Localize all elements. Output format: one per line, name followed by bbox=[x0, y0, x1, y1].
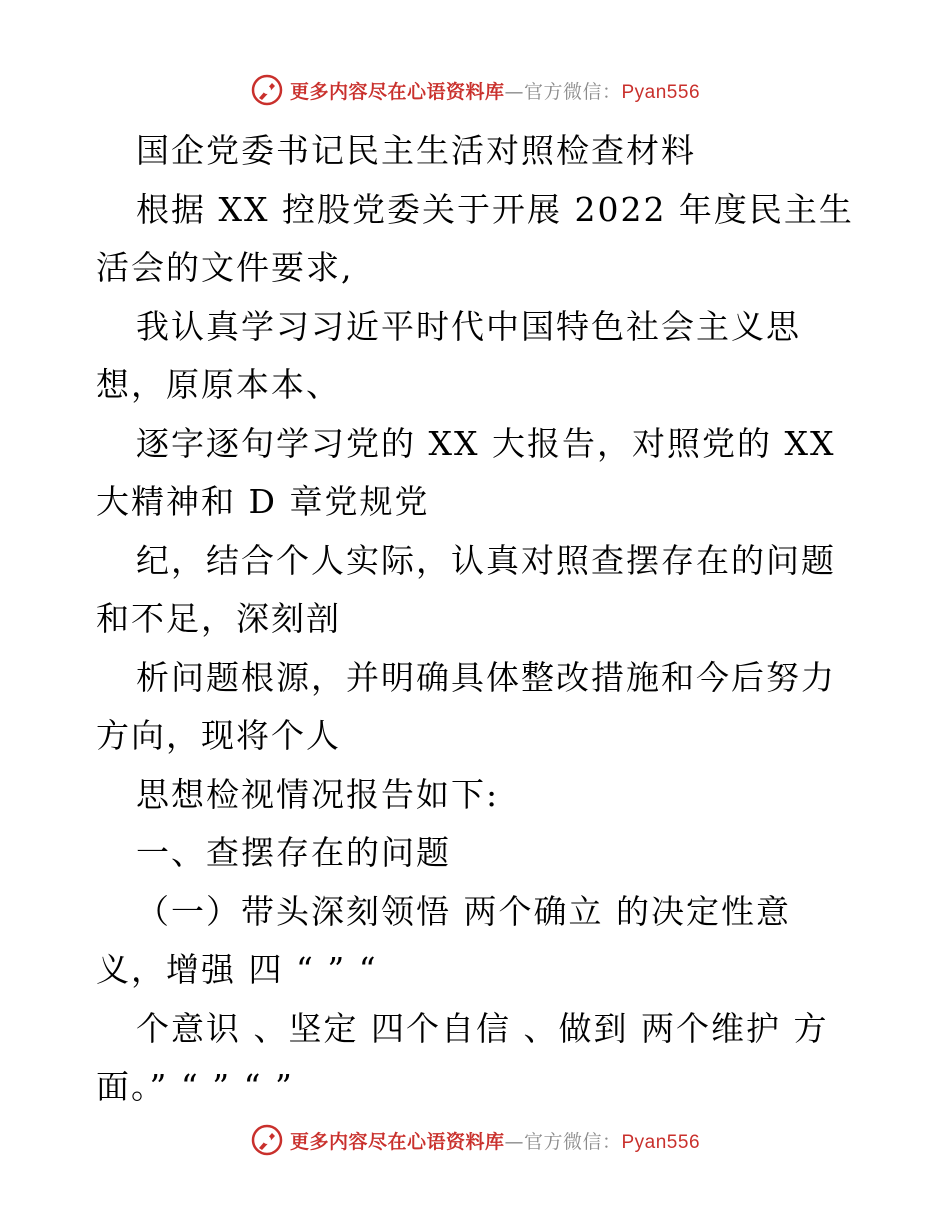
document-body bbox=[96, 122, 856, 1117]
watermark-wechat-label: 官方微信： bbox=[523, 80, 622, 103]
header-watermark-banner bbox=[0, 70, 950, 110]
watermark-separator: — bbox=[504, 80, 524, 103]
watermark-brand: 更多内容尽在心语资料库 bbox=[289, 1130, 505, 1153]
watermark-wechat-id: Pyan556 bbox=[621, 81, 701, 103]
section-heading-1: 一、查摆存在的问题 bbox=[136, 833, 451, 872]
paragraph-2: 我认真学习习近平时代中国特色社会主义思想，原原本本、 bbox=[96, 306, 801, 404]
paragraph-9: 个意识 、坚定 四个自信 、做到 两个维护 方面。” “ ” “ ” bbox=[96, 1008, 829, 1106]
watermark-wechat-label: 官方微信： bbox=[523, 1130, 622, 1153]
pen-circle-logo-icon bbox=[250, 1123, 284, 1157]
paragraph-1: 根据 XX 控股党委关于开展 2022 年度民主生活会的文件要求, bbox=[96, 189, 854, 287]
watermark-wechat-id: Pyan556 bbox=[621, 1131, 701, 1153]
watermark-brand: 更多内容尽在心语资料库 bbox=[289, 80, 505, 103]
watermark-text bbox=[290, 1127, 700, 1154]
pen-circle-logo-icon bbox=[250, 73, 284, 107]
watermark-separator: — bbox=[504, 1130, 524, 1153]
paragraph-6: 思想检视情况报告如下: bbox=[136, 774, 500, 814]
paragraph-5: 析问题根源，并明确具体整改措施和今后努力方向，现将个人 bbox=[96, 657, 836, 755]
subsection-heading-1: （一）带头深刻领悟 两个确立 的决定性意义，增强 四 “ ” “ bbox=[96, 891, 791, 989]
watermark-text bbox=[290, 77, 700, 104]
footer-watermark-banner bbox=[0, 1120, 950, 1160]
document-title: 国企党委书记民主生活对照检查材料 bbox=[136, 131, 696, 170]
paragraph-3: 逐字逐句学习党的 XX 大报告，对照党的 XX 大精神和 D 章党规党 bbox=[96, 423, 836, 521]
paragraph-4: 纪，结合个人实际，认真对照查摆存在的问题和不足，深刻剖 bbox=[96, 540, 836, 638]
